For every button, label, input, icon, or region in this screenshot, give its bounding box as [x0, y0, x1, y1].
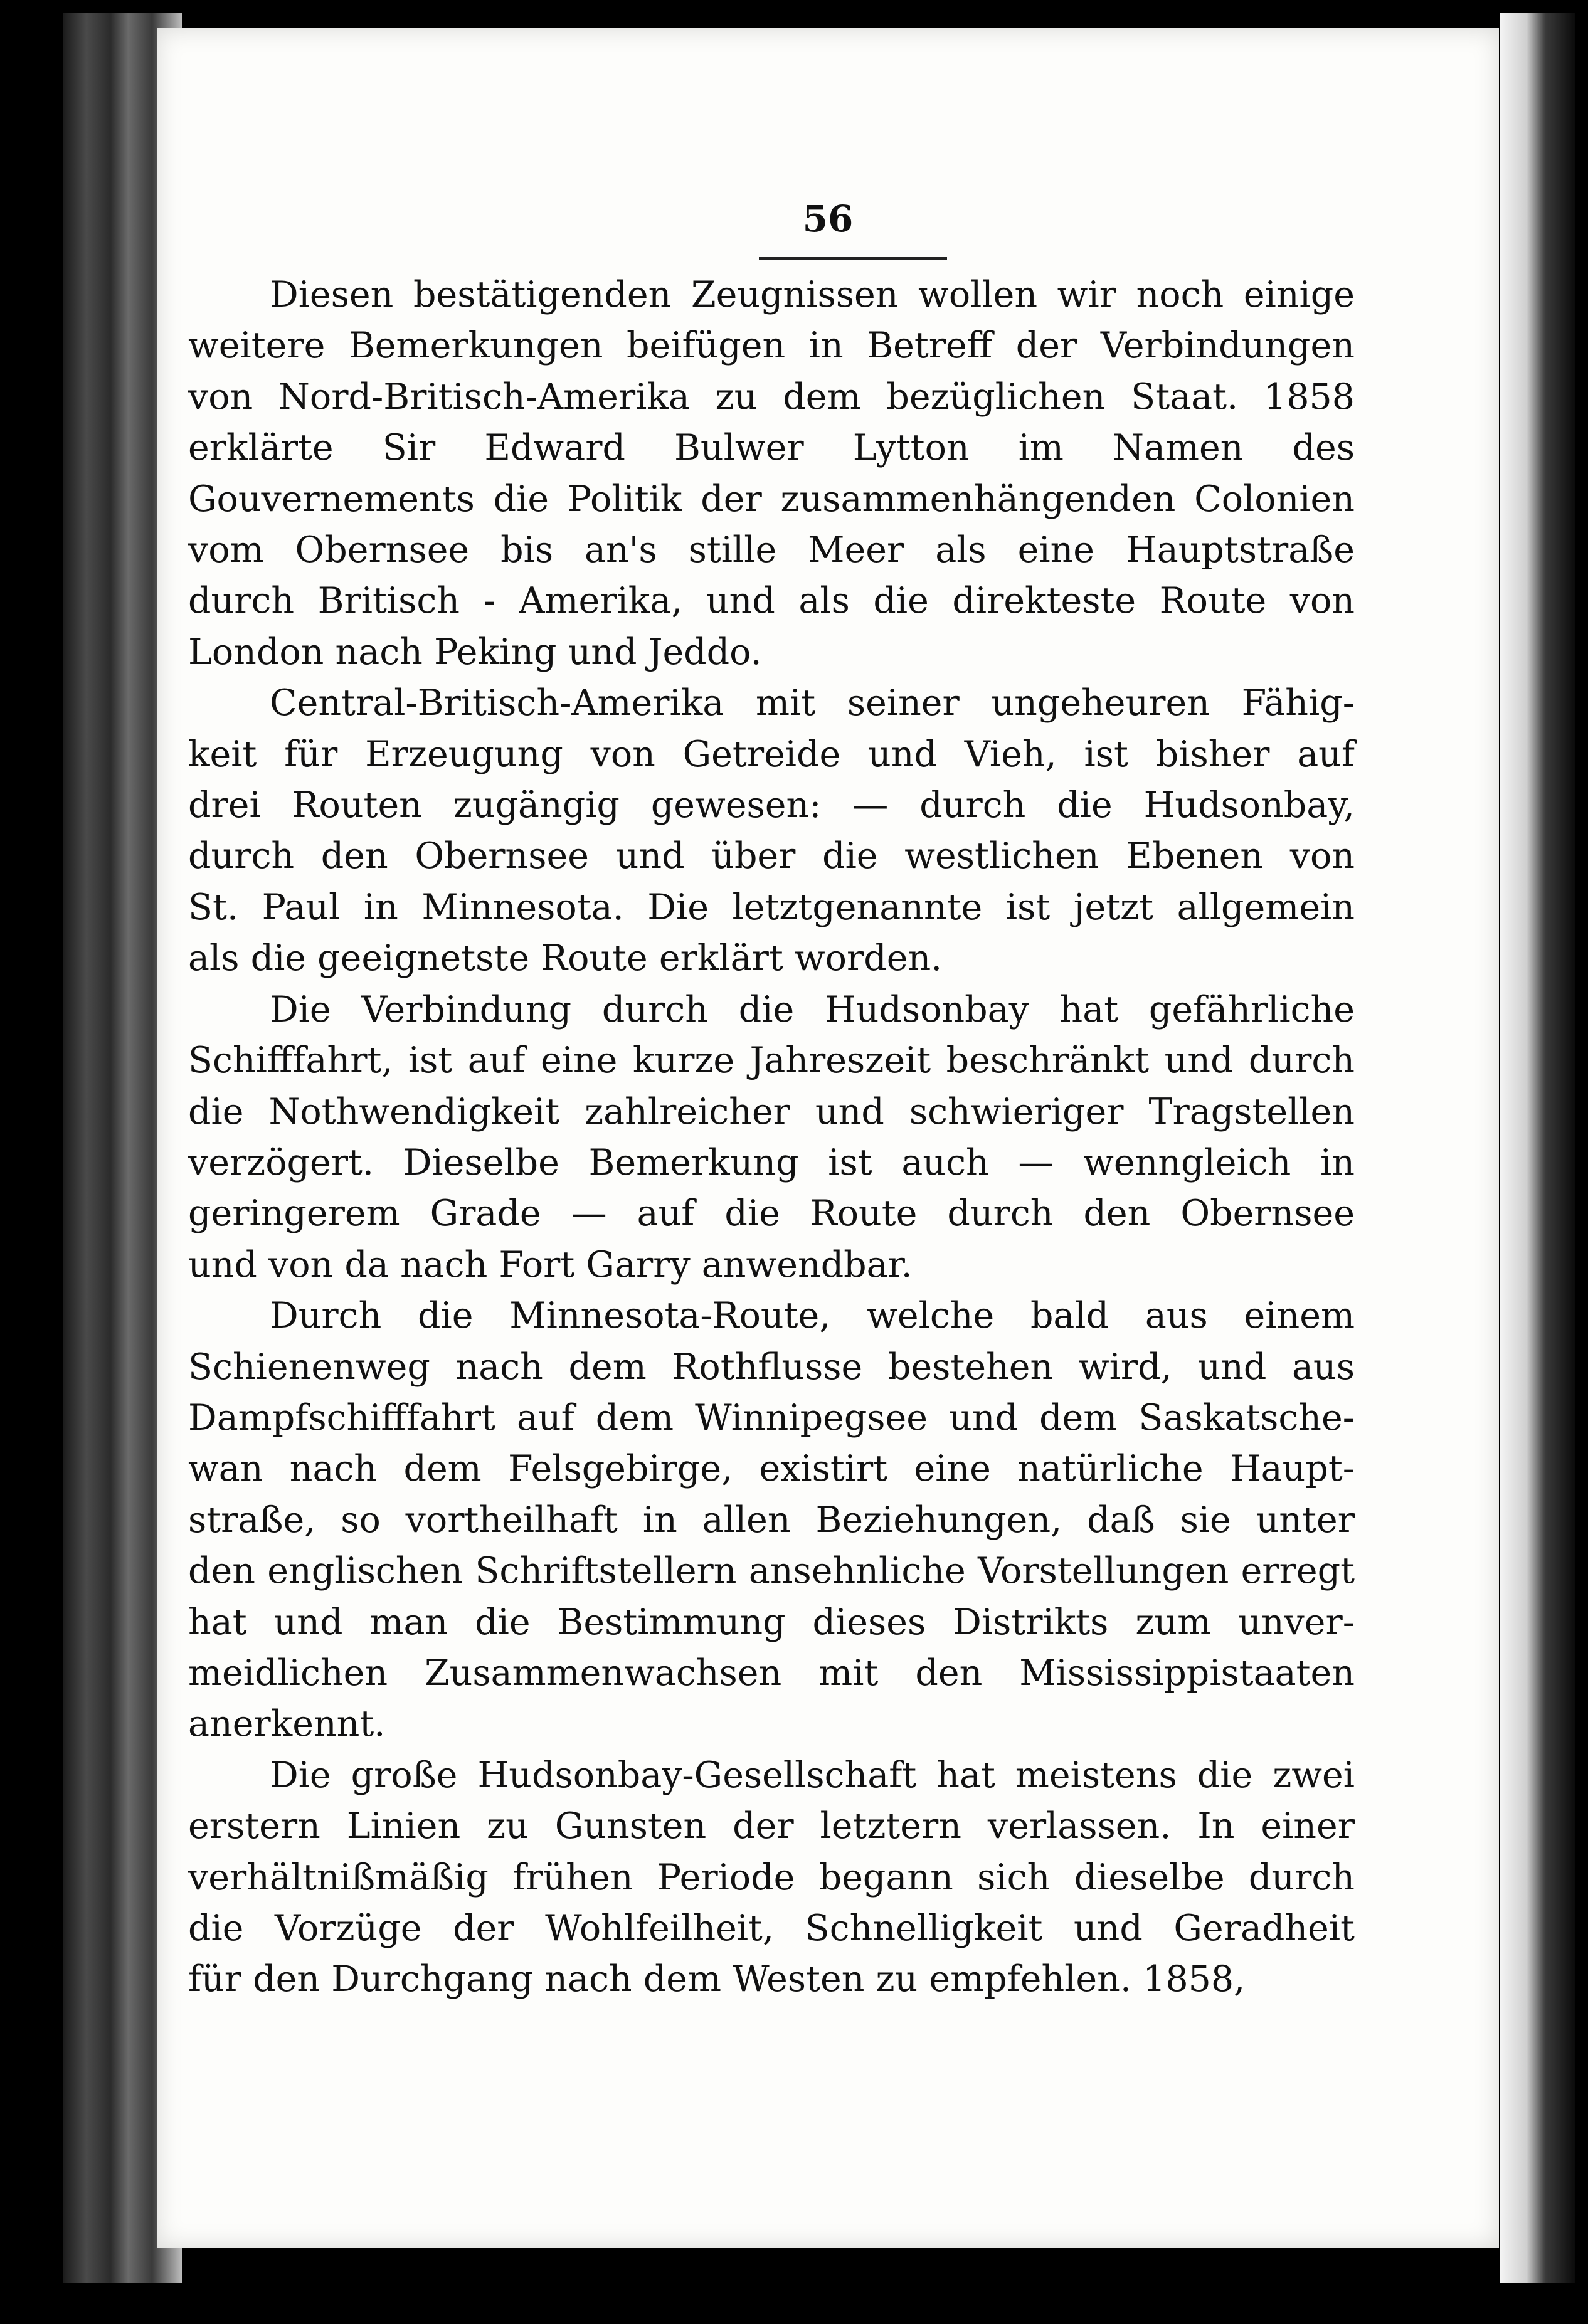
body-text: [188, 270, 1355, 2005]
text-line: erstern Linien zu Gunsten der letztern verlassen. In einer: [188, 1805, 1355, 1847]
paragraph: [188, 678, 1355, 984]
text-line: und von da nach Fort Garry anwendbar.: [188, 1244, 913, 1286]
text-line: hat und man die Bestimmung dieses Distrikts zum unver-: [188, 1601, 1355, 1643]
paragraph: [188, 985, 1355, 1291]
text-line: Die Verbindung durch die Hudsonbay hat gefährliche: [270, 988, 1355, 1030]
text-line: von Nord-Britisch-Amerika zu dem bezüglichen Staat. 1858: [188, 376, 1355, 418]
text-line: straße, so vortheilhaft in allen Beziehungen, daß sie unter: [188, 1499, 1355, 1541]
text-line: anerkennt.: [188, 1703, 386, 1745]
paragraph: [188, 1750, 1355, 2005]
text-line: als die geeignetste Route erklärt worden.: [188, 938, 943, 980]
text-line: den englischen Schriftstellern ansehnliche Vorstellungen erregt: [188, 1550, 1355, 1592]
text-line: drei Routen zugängig gewesen: — durch die Hudsonbay,: [188, 784, 1355, 827]
text-line: Schienenweg nach dem Rothflusse bestehen wird, und aus: [188, 1346, 1355, 1388]
text-line: Dampfschifffahrt auf dem Winnipegsee und dem Saskatsche-: [188, 1397, 1355, 1439]
paragraph: [188, 1291, 1355, 1750]
book-right-edge: [1500, 13, 1575, 2283]
text-line: St. Paul in Minnesota. Die letztgenannte ist jetzt allgemein: [188, 886, 1355, 928]
text-line: durch den Obernsee und über die westlichen Ebenen von: [188, 835, 1355, 877]
text-line: keit für Erzeugung von Getreide und Vieh, ist bisher auf: [188, 733, 1355, 775]
text-line: meidlichen Zusammenwachsen mit den Mississippistaaten: [188, 1652, 1355, 1694]
text-line: vom Obernsee bis an's stille Meer als eine Hauptstraße: [188, 529, 1355, 571]
text-line: Gouvernements die Politik der zusammenhängenden Colonien: [188, 478, 1355, 520]
text-line: Die große Hudsonbay-Gesellschaft hat meistens die zwei: [270, 1754, 1355, 1796]
text-line: geringerem Grade — auf die Route durch den Obernsee: [188, 1193, 1355, 1235]
text-line: erklärte Sir Edward Bulwer Lytton im Namen des: [188, 427, 1355, 469]
text-line: Diesen bestätigenden Zeugnissen wollen wir noch einige: [270, 274, 1355, 315]
text-line: London nach Peking und Jeddo.: [188, 631, 762, 673]
text-line: durch Britisch - Amerika, und als die direkteste Route von: [188, 580, 1355, 622]
text-line: die Vorzüge der Wohlfeilheit, Schnelligkeit und Geradheit: [188, 1908, 1355, 1949]
text-line: für den Durchgang nach dem Westen zu empfehlen. 1858,: [188, 1958, 1246, 2000]
text-line: die Nothwendigkeit zahlreicher und schwieriger Tragstellen: [188, 1091, 1355, 1133]
text-line: verzögert. Dieselbe Bemerkung ist auch — wenngleich in: [188, 1141, 1355, 1183]
text-line: Schifffahrt, ist auf eine kurze Jahreszeit beschränkt und durch: [188, 1040, 1355, 1082]
text-line: Central-Britisch-Amerika mit seiner ungeheuren Fähig-: [270, 682, 1355, 724]
text-line: wan nach dem Felsgebirge, existirt eine natürliche Haupt-: [188, 1448, 1355, 1490]
header-rule: [759, 257, 947, 260]
text-line: Durch die Minnesota-Route, welche bald aus einem: [270, 1295, 1355, 1337]
text-line: verhältnißmäßig frühen Periode begann sich dieselbe durch: [188, 1856, 1355, 1898]
paragraph: [188, 270, 1355, 678]
text-line: weitere Bemerkungen beifügen in Betreff der Verbindungen: [188, 325, 1355, 367]
page-number: 56: [802, 198, 854, 240]
